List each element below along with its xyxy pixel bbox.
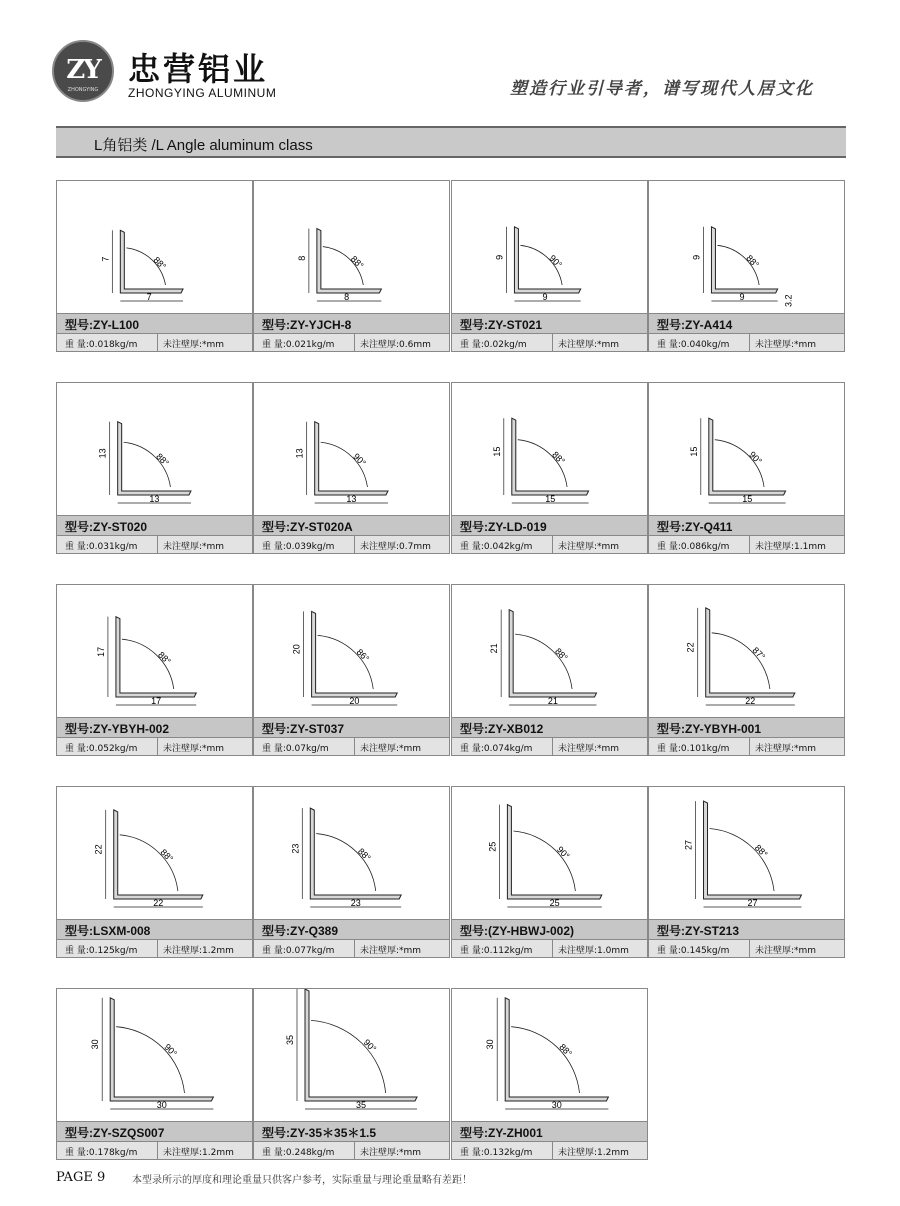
section-title: L角铝类 /L Angle aluminum class (94, 137, 313, 154)
divider (157, 1142, 158, 1159)
spec-row (254, 737, 449, 755)
profile-shape (114, 810, 203, 899)
height-label: 21 (489, 643, 500, 654)
spec-row (57, 1141, 252, 1159)
weight (460, 539, 532, 552)
divider (552, 334, 553, 351)
height-label: 30 (90, 1039, 101, 1050)
model-label (649, 515, 844, 535)
model-prefix: 型号: (262, 924, 290, 938)
weight (262, 741, 329, 754)
model-label (57, 717, 252, 737)
model-number: ZY-LD-019 (488, 520, 547, 534)
model-label (254, 1121, 449, 1141)
profile-drawing (57, 181, 252, 313)
angle-label: 88° (557, 1041, 574, 1059)
angle-label: 88° (553, 646, 570, 663)
model-label (649, 717, 844, 737)
profile-drawing (452, 383, 647, 515)
weight-prefix: 重 量: (65, 542, 89, 552)
product-card (451, 988, 648, 1160)
model-number: ZY-Q389 (290, 924, 339, 938)
profile-shape (509, 610, 596, 697)
spec-row (57, 939, 252, 957)
profile-drawing (57, 585, 252, 717)
model-number: (ZY-HBWJ-002) (488, 924, 575, 938)
model-number: ZY-ST213 (685, 924, 740, 938)
model-number: ZY-ST021 (488, 318, 543, 332)
weight-value: 0.021kg/m (285, 340, 335, 350)
angle-label: 88° (151, 254, 169, 272)
angle-label: 88° (550, 449, 567, 467)
brand-name-en: ZHONGYING ALUMINUM (128, 86, 277, 100)
wall-thickness: 未注壁厚:*mm (755, 946, 817, 956)
profile-shape (312, 611, 398, 697)
model-label (452, 313, 647, 333)
profile-drawing (649, 787, 844, 919)
logo-ring-text: ZHONGYING (67, 87, 99, 93)
weight-value: 0.101kg/m (680, 744, 730, 754)
model-label (254, 717, 449, 737)
product-card (56, 786, 253, 958)
weight (657, 741, 729, 754)
width-label: 27 (747, 898, 758, 908)
width-label: 17 (151, 696, 162, 706)
spec-row (452, 737, 647, 755)
model-prefix: 型号: (657, 520, 685, 534)
wall-thickness: 未注壁厚:1.2mm (163, 946, 234, 956)
angle-arc (316, 834, 375, 891)
width-label: 22 (745, 696, 756, 706)
weight-value: 0.077kg/m (285, 946, 335, 956)
model-prefix: 型号: (65, 1126, 93, 1140)
model-label (57, 515, 252, 535)
product-card (648, 584, 845, 756)
profile-drawing (649, 383, 844, 515)
divider (552, 1142, 553, 1159)
width-label: 23 (350, 898, 361, 908)
wall-thickness: 未注壁厚:*mm (360, 1148, 422, 1158)
height-label: 9 (691, 254, 702, 260)
product-card (451, 382, 648, 554)
wall-thickness: 未注壁厚:0.7mm (360, 542, 431, 552)
model-prefix: 型号: (460, 1126, 488, 1140)
model-prefix: 型号: (460, 520, 488, 534)
model-label (452, 515, 647, 535)
spec-row (452, 939, 647, 957)
angle-label: 88° (156, 649, 173, 667)
weight (65, 741, 137, 754)
weight-prefix: 重 量: (657, 744, 681, 754)
model-number: ZY-Q411 (685, 520, 733, 534)
section-title-bar (56, 126, 846, 158)
weight-value: 0.031kg/m (88, 542, 138, 552)
width-label: 7 (146, 292, 152, 302)
width-label: 25 (549, 898, 560, 908)
width-label: 15 (742, 494, 753, 504)
model-number: ZY-YJCH-8 (290, 318, 352, 332)
divider (749, 334, 750, 351)
weight (65, 1145, 137, 1158)
height-label: 20 (291, 644, 302, 655)
weight-prefix: 重 量: (657, 340, 681, 350)
height-label: 13 (97, 448, 108, 459)
angle-label: 90° (351, 451, 368, 469)
product-card (253, 988, 450, 1160)
divider (157, 334, 158, 351)
company-logo (52, 40, 114, 102)
divider (157, 738, 158, 755)
product-card (56, 180, 253, 352)
model-number: ZY-ZH001 (488, 1126, 543, 1140)
model-label (649, 313, 844, 333)
wall-thickness: 未注壁厚:*mm (360, 946, 422, 956)
product-card (648, 180, 845, 352)
weight-prefix: 重 量: (460, 542, 484, 552)
weight-value: 0.07kg/m (285, 744, 329, 754)
model-number: ZY-ST020 (93, 520, 148, 534)
angle-label: 87° (750, 645, 768, 662)
weight-value: 0.132kg/m (483, 1148, 533, 1158)
model-number: LSXM-008 (93, 924, 151, 938)
divider (354, 1142, 355, 1159)
weight-value: 0.112kg/m (483, 946, 533, 956)
weight-prefix: 重 量: (65, 744, 89, 754)
product-card (253, 584, 450, 756)
model-number: ZY-L100 (93, 318, 140, 332)
spec-row (254, 333, 449, 351)
profile-drawing (57, 383, 252, 515)
model-prefix: 型号: (657, 924, 685, 938)
model-prefix: 型号: (65, 924, 93, 938)
model-prefix: 型号: (262, 318, 290, 332)
model-label (57, 313, 252, 333)
angle-label: 90° (547, 253, 565, 270)
weight-value: 0.02kg/m (483, 340, 527, 350)
product-card (648, 382, 845, 554)
profile-shape (310, 808, 401, 899)
width-label: 8 (344, 292, 350, 302)
page-number: PAGE 9 (56, 1170, 106, 1185)
width-label: 21 (547, 696, 558, 706)
weight-value: 0.018kg/m (88, 340, 138, 350)
profile-shape (116, 617, 196, 697)
height-label: 7 (100, 256, 111, 262)
angle-label: 88° (355, 846, 373, 863)
weight-prefix: 重 量: (65, 946, 89, 956)
angle-label: 88° (744, 253, 762, 270)
extra-dimension-label: 3.2 (783, 294, 794, 307)
profile-drawing (452, 787, 647, 919)
spec-row (452, 535, 647, 553)
product-card (253, 180, 450, 352)
width-label: 22 (153, 898, 164, 908)
weight (65, 943, 137, 956)
profile-shape (505, 998, 608, 1101)
model-label (452, 717, 647, 737)
model-label (57, 919, 252, 939)
weight (460, 337, 527, 350)
wall-thickness: 未注壁厚:1.0mm (558, 946, 629, 956)
weight-value: 0.248kg/m (285, 1148, 335, 1158)
weight (65, 337, 137, 350)
model-label (254, 515, 449, 535)
height-label: 23 (290, 843, 301, 854)
model-prefix: 型号: (657, 318, 685, 332)
wall-thickness: 未注壁厚:*mm (558, 340, 620, 350)
width-label: 30 (551, 1100, 562, 1110)
profile-drawing (254, 585, 449, 717)
weight (262, 1145, 334, 1158)
profile-drawing (452, 181, 647, 313)
divider (749, 738, 750, 755)
weight-value: 0.125kg/m (88, 946, 138, 956)
profile-drawing (254, 989, 449, 1121)
model-label (649, 919, 844, 939)
weight-value: 0.178kg/m (88, 1148, 138, 1158)
wall-thickness: 未注壁厚:*mm (558, 744, 620, 754)
height-label: 22 (93, 844, 104, 855)
weight-prefix: 重 量: (262, 744, 286, 754)
spec-row (57, 535, 252, 553)
angle-label: 88° (154, 451, 171, 469)
model-number: ZY-A414 (685, 318, 733, 332)
profile-drawing (649, 585, 844, 717)
spec-row (649, 333, 844, 351)
spec-row (254, 939, 449, 957)
spec-row (649, 737, 844, 755)
divider (552, 940, 553, 957)
product-card (253, 382, 450, 554)
height-label: 22 (685, 642, 696, 653)
product-card (648, 786, 845, 958)
weight (262, 943, 334, 956)
wall-thickness: 未注壁厚:0.6mm (360, 340, 431, 350)
weight (262, 337, 334, 350)
height-label: 13 (294, 448, 305, 459)
spec-row (649, 535, 844, 553)
weight-prefix: 重 量: (262, 946, 286, 956)
profile-drawing (254, 181, 449, 313)
model-prefix: 型号: (65, 722, 93, 736)
page-header (0, 0, 900, 120)
weight-value: 0.052kg/m (88, 744, 138, 754)
footer-note: 本型录所示的厚度和理论重量只供客户参考，实际重量与理论重量略有差距！ (132, 1175, 472, 1186)
product-card (451, 786, 648, 958)
weight-prefix: 重 量: (460, 340, 484, 350)
weight-prefix: 重 量: (460, 946, 484, 956)
weight-prefix: 重 量: (657, 946, 681, 956)
spec-row (254, 1141, 449, 1159)
height-label: 9 (494, 254, 505, 260)
model-prefix: 型号: (262, 722, 290, 736)
weight-prefix: 重 量: (460, 1148, 484, 1158)
product-card (451, 180, 648, 352)
divider (749, 536, 750, 553)
weight-prefix: 重 量: (262, 542, 286, 552)
weight (460, 1145, 532, 1158)
weight-prefix: 重 量: (262, 340, 286, 350)
angle-label: 88° (158, 847, 176, 864)
model-prefix: 型号: (460, 318, 488, 332)
product-card (56, 382, 253, 554)
weight-prefix: 重 量: (65, 1148, 89, 1158)
profile-shape (305, 989, 417, 1101)
angle-arc (511, 1027, 579, 1093)
width-label: 35 (356, 1100, 367, 1110)
profile-drawing (452, 989, 647, 1121)
model-number: ZY-XB012 (488, 722, 544, 736)
angle-label: 88° (348, 253, 366, 271)
weight-value: 0.042kg/m (483, 542, 533, 552)
height-label: 30 (485, 1039, 496, 1050)
angle-arc (712, 633, 770, 689)
wall-thickness: 未注壁厚:1.2mm (558, 1148, 629, 1158)
profile-drawing (57, 787, 252, 919)
model-label (57, 1121, 252, 1141)
profile-shape (110, 998, 213, 1101)
weight (657, 337, 729, 350)
weight-value: 0.040kg/m (680, 340, 730, 350)
wall-thickness: 未注壁厚:*mm (163, 340, 225, 350)
weight-prefix: 重 量: (262, 1148, 286, 1158)
model-label (254, 919, 449, 939)
wall-thickness: 未注壁厚:*mm (558, 542, 620, 552)
angle-arc (311, 1020, 386, 1093)
divider (354, 738, 355, 755)
model-number: ZY-ST037 (290, 722, 345, 736)
wall-thickness: 未注壁厚:*mm (163, 744, 225, 754)
height-label: 15 (688, 446, 699, 457)
model-label (452, 1121, 647, 1141)
model-label (254, 313, 449, 333)
model-prefix: 型号: (262, 520, 290, 534)
model-prefix: 型号: (65, 318, 93, 332)
profile-drawing (254, 787, 449, 919)
height-label: 17 (95, 646, 106, 657)
slogan: 塑造行业引导者，谱写现代人居文化 (510, 79, 814, 99)
angle-arc (116, 1027, 184, 1093)
weight-value: 0.074kg/m (483, 744, 533, 754)
divider (749, 940, 750, 957)
height-label: 8 (296, 255, 307, 261)
logo-mark: ZY (66, 55, 100, 85)
spec-row (649, 939, 844, 957)
profile-shape (704, 801, 802, 899)
weight (460, 741, 532, 754)
height-label: 25 (487, 841, 498, 852)
model-prefix: 型号: (262, 1126, 290, 1140)
angle-arc (513, 831, 575, 891)
divider (552, 536, 553, 553)
weight (65, 539, 137, 552)
weight-value: 0.086kg/m (680, 542, 730, 552)
width-label: 9 (542, 292, 548, 302)
weight (657, 539, 729, 552)
spec-row (57, 737, 252, 755)
height-label: 35 (285, 1034, 295, 1045)
width-label: 13 (149, 494, 160, 504)
angle-arc (120, 835, 178, 891)
model-prefix: 型号: (657, 722, 685, 736)
divider (157, 940, 158, 957)
height-label: 15 (491, 446, 502, 457)
width-label: 9 (739, 292, 745, 302)
profile-drawing (452, 585, 647, 717)
divider (157, 536, 158, 553)
profile-drawing (57, 989, 252, 1121)
model-number: ZY-ST020A (290, 520, 353, 534)
angle-label: 90° (162, 1041, 179, 1059)
spec-row (57, 333, 252, 351)
weight (262, 539, 334, 552)
model-number: ZY-YBYH-002 (93, 722, 170, 736)
spec-row (452, 333, 647, 351)
width-label: 13 (346, 494, 357, 504)
model-number: ZY-SZQS007 (93, 1126, 165, 1140)
product-card (253, 786, 450, 958)
wall-thickness: 未注壁厚:1.1mm (755, 542, 826, 552)
product-card (56, 988, 253, 1160)
model-prefix: 型号: (460, 924, 488, 938)
weight (460, 943, 532, 956)
wall-thickness: 未注壁厚:*mm (163, 542, 225, 552)
angle-label: 86° (354, 646, 372, 664)
angle-arc (710, 828, 775, 891)
brand-name-cn: 忠营铝业 (128, 50, 269, 88)
divider (552, 738, 553, 755)
weight (657, 943, 729, 956)
product-card (451, 584, 648, 756)
profile-drawing (649, 181, 844, 313)
model-label (452, 919, 647, 939)
profile-shape (706, 608, 795, 697)
model-number: ZY-35＊35＊1.5 (290, 1126, 377, 1140)
profile-shape (507, 805, 601, 899)
width-label: 30 (156, 1100, 167, 1110)
model-prefix: 型号: (65, 520, 93, 534)
wall-thickness: 未注壁厚:*mm (360, 744, 422, 754)
angle-label: 90° (747, 449, 764, 467)
model-number: ZY-YBYH-001 (685, 722, 762, 736)
model-prefix: 型号: (460, 722, 488, 736)
divider (354, 940, 355, 957)
weight-prefix: 重 量: (460, 744, 484, 754)
weight-value: 0.039kg/m (285, 542, 335, 552)
profile-drawing (254, 383, 449, 515)
product-card (56, 584, 253, 756)
angle-label: 88° (752, 842, 770, 860)
angle-label: 90° (554, 844, 572, 862)
wall-thickness: 未注壁厚:*mm (755, 744, 817, 754)
spec-row (254, 535, 449, 553)
angle-label: 90° (361, 1037, 379, 1054)
weight-prefix: 重 量: (65, 340, 89, 350)
weight-prefix: 重 量: (657, 542, 681, 552)
width-label: 20 (349, 696, 360, 706)
wall-thickness: 未注壁厚:*mm (755, 340, 817, 350)
divider (354, 536, 355, 553)
weight-value: 0.145kg/m (680, 946, 730, 956)
divider (354, 334, 355, 351)
width-label: 15 (545, 494, 556, 504)
wall-thickness: 未注壁厚:1.2mm (163, 1148, 234, 1158)
height-label: 27 (683, 840, 694, 851)
spec-row (452, 1141, 647, 1159)
